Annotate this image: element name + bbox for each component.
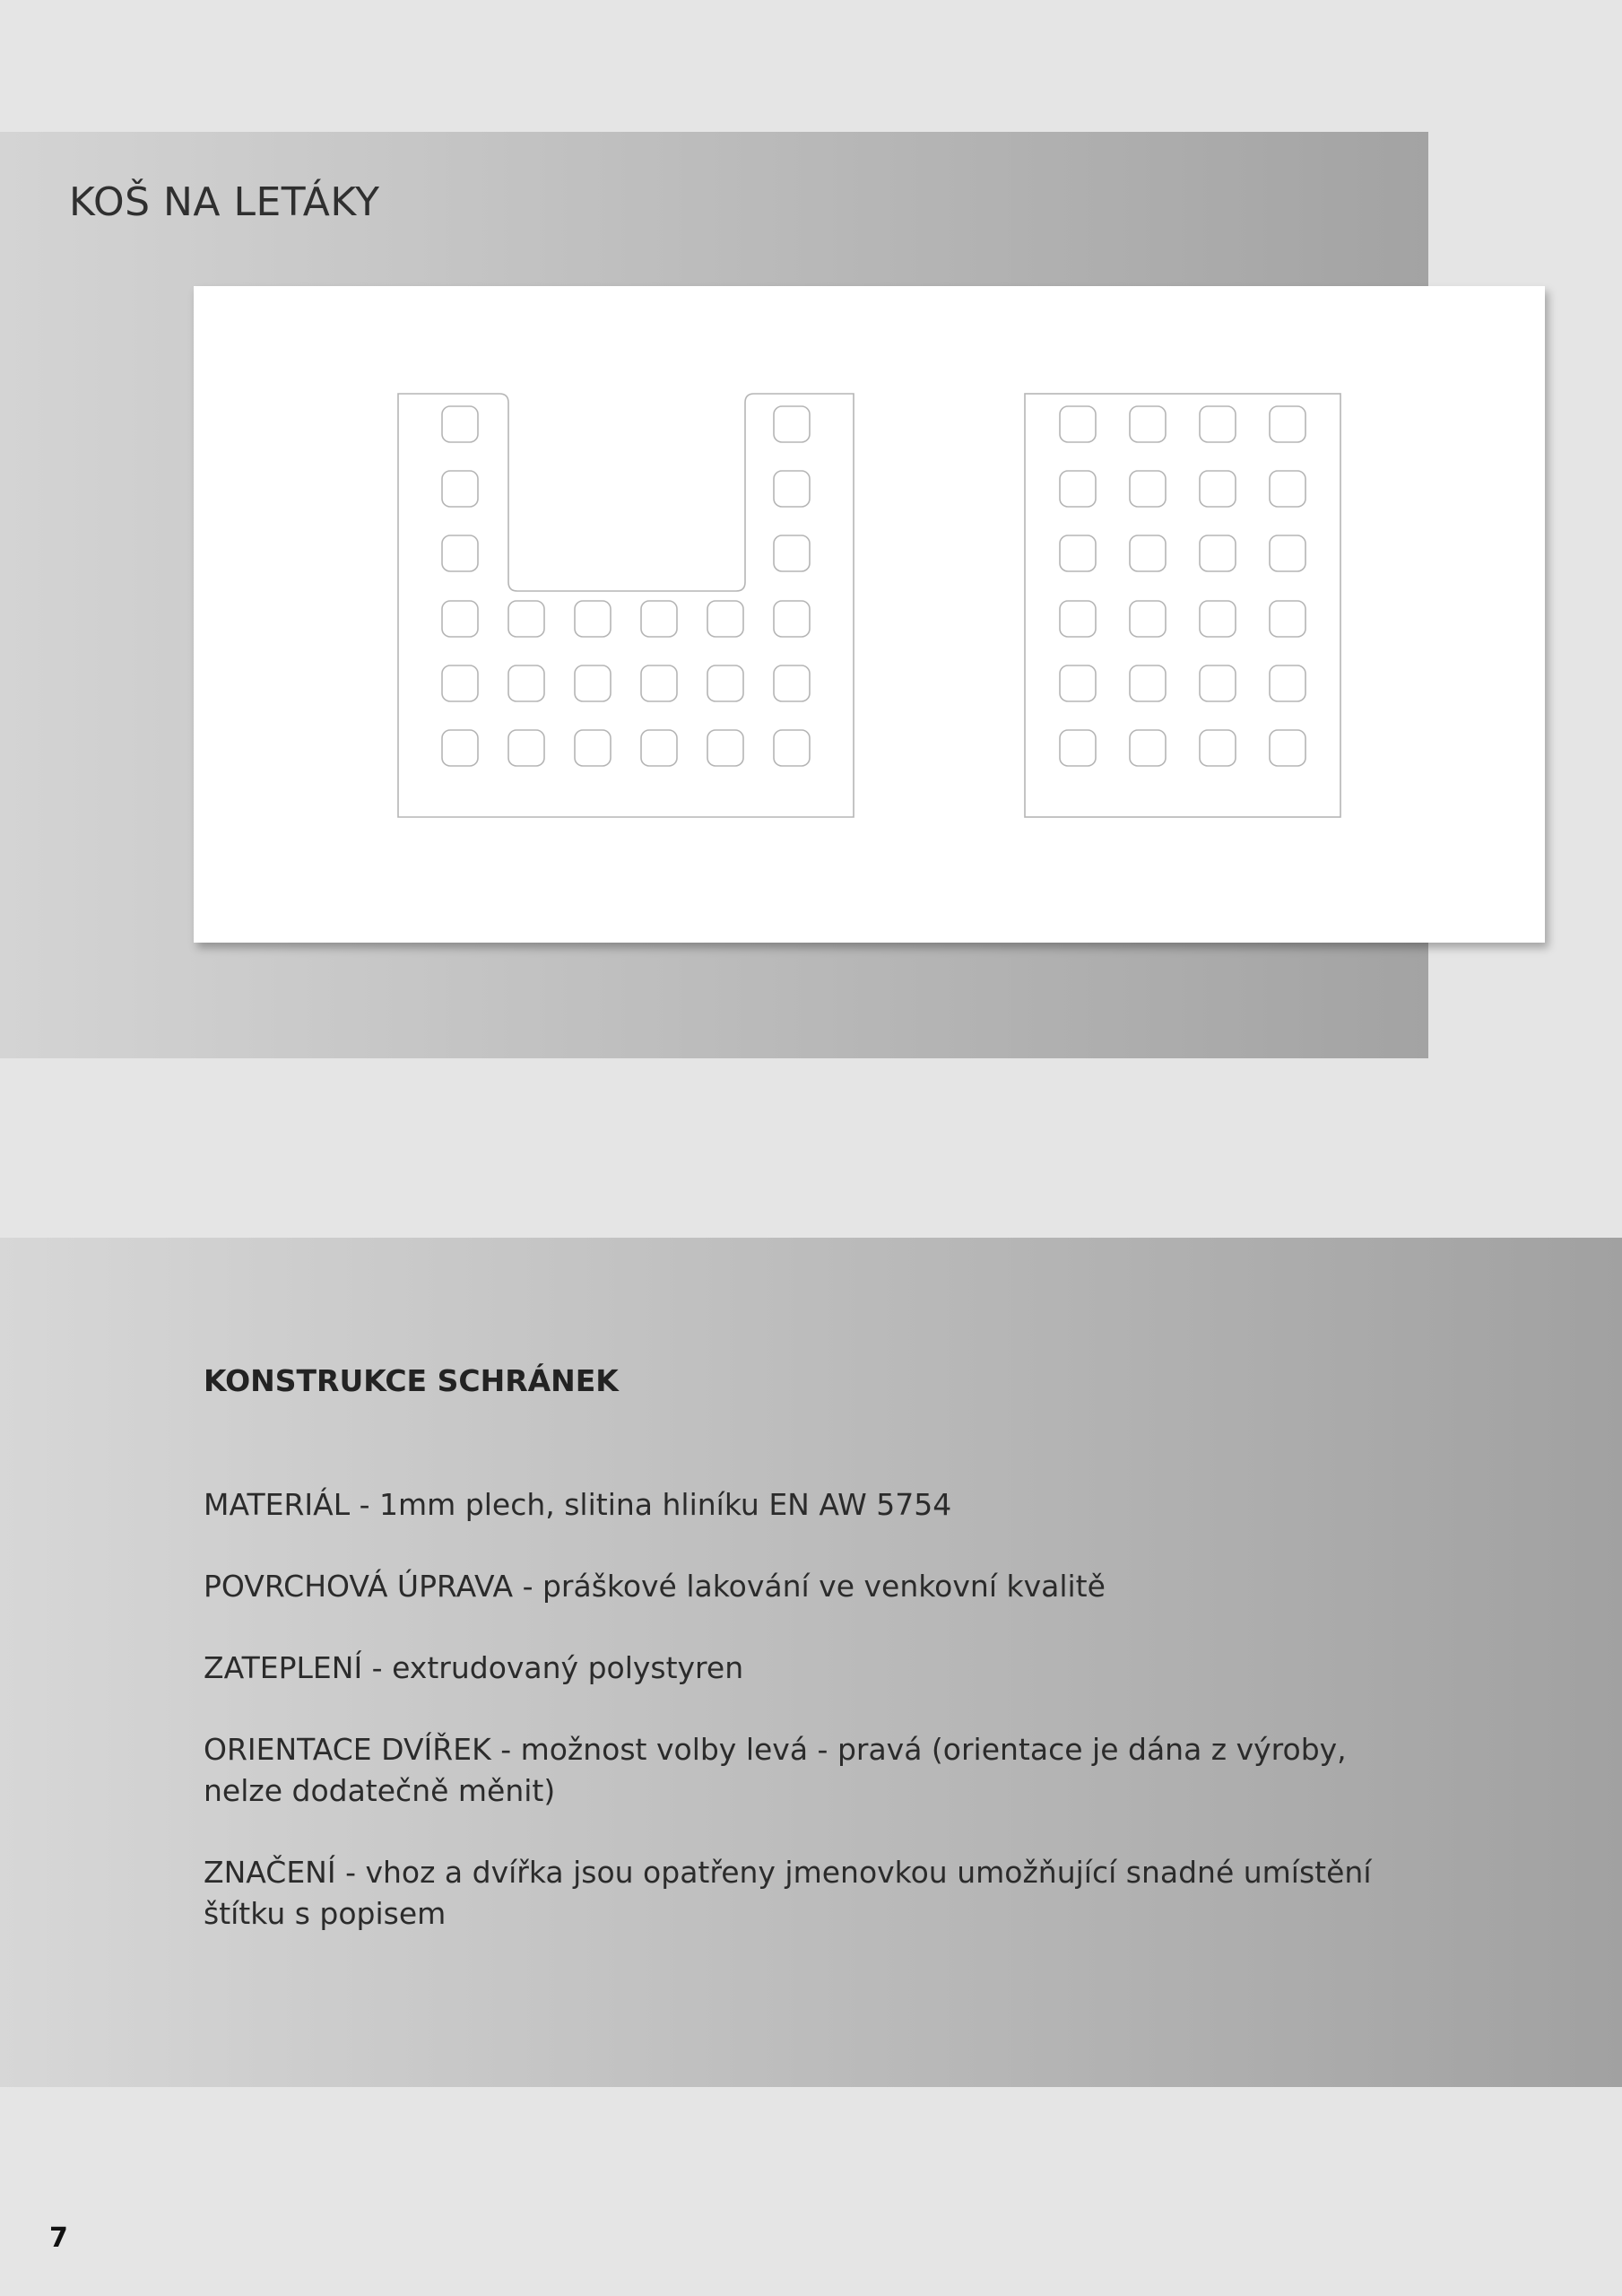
spec-item-labeling: ZNAČENÍ - vhoz a dvířka jsou opatřeny jmenovkou umožňující snadné umístění štítku s popisem <box>204 1855 1372 1931</box>
mailbox-layout-drawing <box>194 286 1545 943</box>
mailbox-door <box>508 601 544 637</box>
mailbox-door <box>1130 406 1166 442</box>
mailbox-door <box>1130 601 1166 637</box>
spec-list <box>204 1484 1432 1975</box>
mailbox-door <box>641 601 677 637</box>
mailbox-door <box>1200 471 1236 507</box>
mailbox-door <box>1200 730 1236 766</box>
page-number: 7 <box>49 2222 68 2254</box>
spec-item-surface: POVRCHOVÁ ÚPRAVA - práškové lakování ve venkovní kvalitě <box>204 1569 1106 1604</box>
mailbox-door <box>774 535 810 571</box>
mailbox-door <box>442 535 478 571</box>
mailbox-door <box>1200 535 1236 571</box>
mailbox-door <box>442 665 478 701</box>
mailbox-door <box>1200 406 1236 442</box>
mailbox-door <box>707 730 743 766</box>
mailbox-door <box>1060 535 1096 571</box>
mailbox-door <box>1060 730 1096 766</box>
mailbox-door <box>1200 601 1236 637</box>
mailbox-door <box>508 730 544 766</box>
mailbox-door <box>1130 535 1166 571</box>
mailbox-door <box>508 665 544 701</box>
drawing-card <box>194 286 1545 943</box>
spec-heading: KONSTRUKCE SCHRÁNEK <box>204 1363 619 1398</box>
spec-item-door-orientation: ORIENTACE DVÍŘEK - možnost volby levá - pravá (orientace je dána z výroby, nelze dodatečně měnit) <box>204 1732 1347 1808</box>
mailbox-door <box>1060 601 1096 637</box>
mailbox-door <box>575 601 611 637</box>
mailbox-door <box>575 730 611 766</box>
spec-item-material: MATERIÁL - 1mm plech, slitina hliníku EN AW 5754 <box>204 1487 952 1522</box>
mailbox-door <box>575 665 611 701</box>
mailbox-door <box>774 730 810 766</box>
mailbox-door <box>641 665 677 701</box>
section-title: KOŠ NA LETÁKY <box>69 179 380 225</box>
left-unit-outline <box>398 394 854 817</box>
mailbox-door <box>442 730 478 766</box>
mailbox-door <box>774 471 810 507</box>
mailbox-door <box>442 601 478 637</box>
mailbox-door <box>641 730 677 766</box>
mailbox-door <box>707 601 743 637</box>
mailbox-door <box>1200 665 1236 701</box>
mailbox-door <box>442 471 478 507</box>
mailbox-door <box>1060 471 1096 507</box>
mailbox-door <box>442 406 478 442</box>
mailbox-door <box>1130 471 1166 507</box>
mailbox-door <box>1270 471 1305 507</box>
mailbox-door <box>1270 601 1305 637</box>
right-unit-outline <box>1025 394 1340 817</box>
mailbox-door <box>1270 406 1305 442</box>
mailbox-door <box>1060 406 1096 442</box>
mailbox-door <box>1270 665 1305 701</box>
mailbox-door <box>707 665 743 701</box>
spec-item-insulation: ZATEPLENÍ - extrudovaný polystyren <box>204 1650 744 1685</box>
mailbox-door <box>1130 665 1166 701</box>
mailbox-door <box>774 601 810 637</box>
mailbox-door <box>1270 730 1305 766</box>
mailbox-door <box>774 406 810 442</box>
mailbox-door <box>774 665 810 701</box>
mailbox-door <box>1060 665 1096 701</box>
mailbox-door <box>1270 535 1305 571</box>
mailbox-door <box>1130 730 1166 766</box>
